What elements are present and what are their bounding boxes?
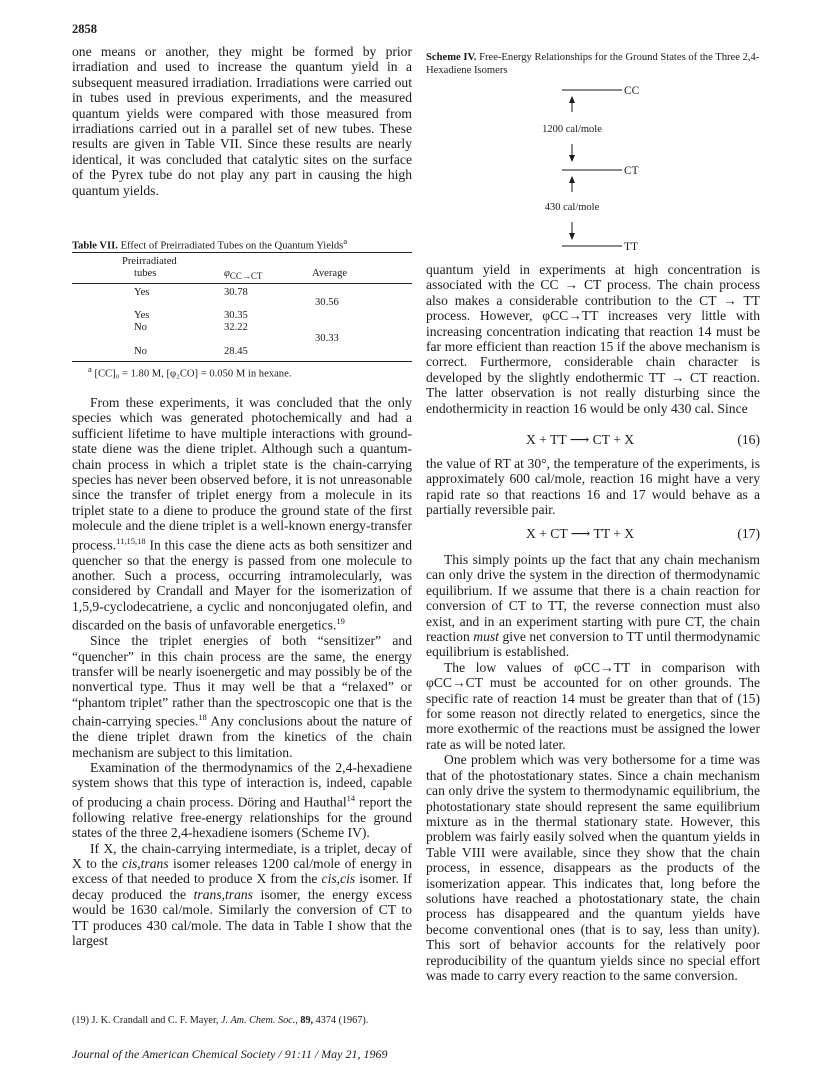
left-column-body (72, 395, 412, 948)
table-rule-bottom (72, 361, 412, 362)
table-rule-mid (72, 283, 412, 284)
reference-19: (19) J. K. Crandall and C. F. Mayer, J. Am. Chem. Soc., 89, 4374 (1967). (72, 1015, 369, 1026)
paragraph: Examination of the thermodynamics of the 2,4-hexadiene system shows that this type of interaction is, indeed, capable of producing a chain process. Döring and Hauthal$^{14}$ report the following relative free-energy relationships for the ground states of the three 2,4-hexadiene isomers (Scheme IV). (72, 759, 412, 841)
table-header-tubes-2: tubes (134, 268, 157, 279)
paragraph: the value of RT at 30°, the temperature of the experiments, is approximately 600 cal/mole, reaction 16 might have a very rapid rate so that reactions 16 and 17 would behave as a partially reversible pair. (426, 456, 760, 518)
table-footnote (88, 364, 291, 380)
table-header-tubes-1: Preirradiated (122, 256, 177, 267)
equation-number: (16) (737, 432, 760, 447)
table-cell-tubes: No (134, 322, 147, 333)
table-cell-tubes: Yes (134, 310, 150, 321)
table-header-average: Average (312, 268, 348, 279)
table-header-phi: $\varphi_{CC\to CT}$ (224, 268, 263, 282)
paragraph: one means or another, they might be formed by prior irradiation and used to increase the quantum yield in a subsequent measured irradiation. Irradiations were carried out in tubes used in previous experiments, and the measured quantum yields were compared with those measured from irradiations carried out in a parallel set of new tubes. These results are given in Table VII. Since these results are nearly identical, it was concluded that catalytic sites on the surface of the Pyrex tube do not play any part in causing the high quantum yields. (72, 44, 412, 198)
journal-footer: Journal of the American Chemical Society / 91:11 / May 21, 1969 (72, 1047, 388, 1061)
scheme-label: Scheme IV. (426, 52, 477, 63)
table-cell-phi: 30.78 (224, 287, 248, 298)
paragraph: Since the triplet energies of both “sensitizer” and “quencher” in this chain process are the same, the energy transfer will be nearly isoenergetic and may possibly be of the nonvertical type. Thus it may well be that a “relaxed” or “phantom triplet” rather than the spectroscopic one that is the chain-carrying species.$^{18}$ Any conclusions about the nature of the diene triplet drawn from the kinetics of the chain mechanism are subject to this limitation. (72, 633, 412, 760)
paragraph: The low values of φCC→TT in comparison with φCC→CT must be accounted for on other grounds. The specific rate of reaction 14 must be greater than that of (15) for some reason not directly related to energetics, since the more exothermic of the reactions must be assigned the lower rate as will be noted later. (426, 659, 760, 752)
gap-label-1: 1200 cal/mole (542, 124, 602, 135)
right-column-body (426, 552, 760, 983)
table-cell-average: 30.33 (315, 333, 339, 344)
level-label-ct: CT (624, 165, 639, 177)
paragraph: If X, the chain-carrying intermediate, is a triplet, decay of X to the cis,trans isomer releases 1200 cal/mole of energy in excess of that needed to produce X from the cis,cis isomer. If decay produced the trans,trans isomer, the energy excess would be 1630 cal/mole. Similarly the conversion of CT to TT produces 430 cal/mole. The data in Table I show that the largest (72, 840, 413, 948)
footnote-mark: a (88, 364, 92, 374)
right-column-top (426, 262, 760, 416)
table-label: Table VII. (72, 240, 118, 252)
scheme-caption (426, 52, 760, 77)
left-column-top (72, 44, 412, 198)
table-cell-tubes: Yes (134, 287, 150, 298)
table-cell-phi: 30.35 (224, 310, 248, 321)
table-cell-phi: 32.22 (224, 322, 248, 333)
equation-text: X + CT ⟶ TT + X (526, 526, 635, 541)
scheme-iv-diagram (426, 80, 760, 260)
level-label-cc: CC (624, 85, 640, 97)
scheme-title: Free-Energy Relationships for the Ground States of the Three 2,4-Hexadiene Isomers (426, 52, 760, 76)
table-title: Effect of Preirradiated Tubes on the Quantum Yields (117, 240, 344, 252)
equation-text: X + TT ⟶ CT + X (526, 432, 635, 447)
paragraph: From these experiments, it was concluded that the only species which was generated photochemically and had a sufficient lifetime to have multiple interactions with ground-state diene was the diene triplet. Although such a quantum-chain process in which a triplet state is the chain-carrying species has never been observed before, it is not unreasonable since the transfer of triplet energy from a molecule in its triplet state to a diene to produce the ground state of the first molecule and the diene triplet is a well-known energy-transfer process.$^{11,15,18}$ In this case the diene acts as both sensitizer and quencher so that the energy is passed from one molecule to another. Such a process, occurring intramolecularly, was considered by Crandall and Mayer for the isomerization of 1,5,9-cyclodecatriene, a cyclic and nonconjugated olefin, and discarded on the basis of unfavorable energetics.$^{19}$ (72, 395, 412, 633)
table-cell-tubes: No (134, 346, 147, 357)
page-number: 2858 (72, 22, 97, 36)
table-note-mark: a (343, 236, 348, 246)
table-cell-average: 30.56 (315, 297, 339, 308)
paragraph: quantum yield in experiments at high concentration is associated with the CC → CT process. The chain process also makes a considerable contribution to the CT → TT process. However, φCC→TT increases very little with increasing concentration indicating that reaction 14 must be far more efficient than reaction 15 if the above mechanism is correct. Furthermore, considerable chain character is developed by the slightly endothermic TT → CT reaction. The latter observation is not really disturbing since the endothermicity in reaction 16 would be only 430 cal. Since (426, 262, 760, 416)
table-caption (72, 235, 412, 253)
equation-number: (17) (737, 526, 760, 541)
level-label-tt: TT (624, 241, 639, 253)
table-cell-phi: 28.45 (224, 346, 248, 357)
right-column-mid (426, 456, 760, 518)
gap-label-2: 430 cal/mole (544, 202, 600, 213)
table-header-phi-sub: CC→CT (229, 271, 263, 282)
paragraph: This simply points up the fact that any chain mechanism can only drive the system in the direction of thermodynamic equilibrium. If we assume that there is a chain reaction for conversion of CT to TT, the reverse connection must also exist, and in an experiment starting with pure CT, the chain reaction must give net conversion to TT until thermodynamic equilibrium is established. (426, 552, 760, 660)
paragraph: One problem which was very bothersome for a time was that of the photostationary states. Since a chain mechanism can only drive the system to thermodynamic equilibrium, the photostationary state should represent the same equilibrium mixture as in the thermal stationary state. However, this problem was fairly easily solved when the quantum yields in Table VIII were available, since they show that the chain process, in essence, disappears as the products of the isomerization appear. This indicates that, long before the solutions have reached a photostationary state, the chain process has disappeared and the quantum yields have become conventional ones (that is to say, less than unity). This sort of behavior accounts for the relatively poor reproducibility of the quantum yields since no special effort was made to carry every reaction to the same conversion. (426, 752, 760, 983)
footnote-text: [CC]₀ = 1.80 M, [φ₂CO] = 0.050 M in hexane. (94, 368, 292, 380)
table-rule-top (72, 252, 412, 253)
